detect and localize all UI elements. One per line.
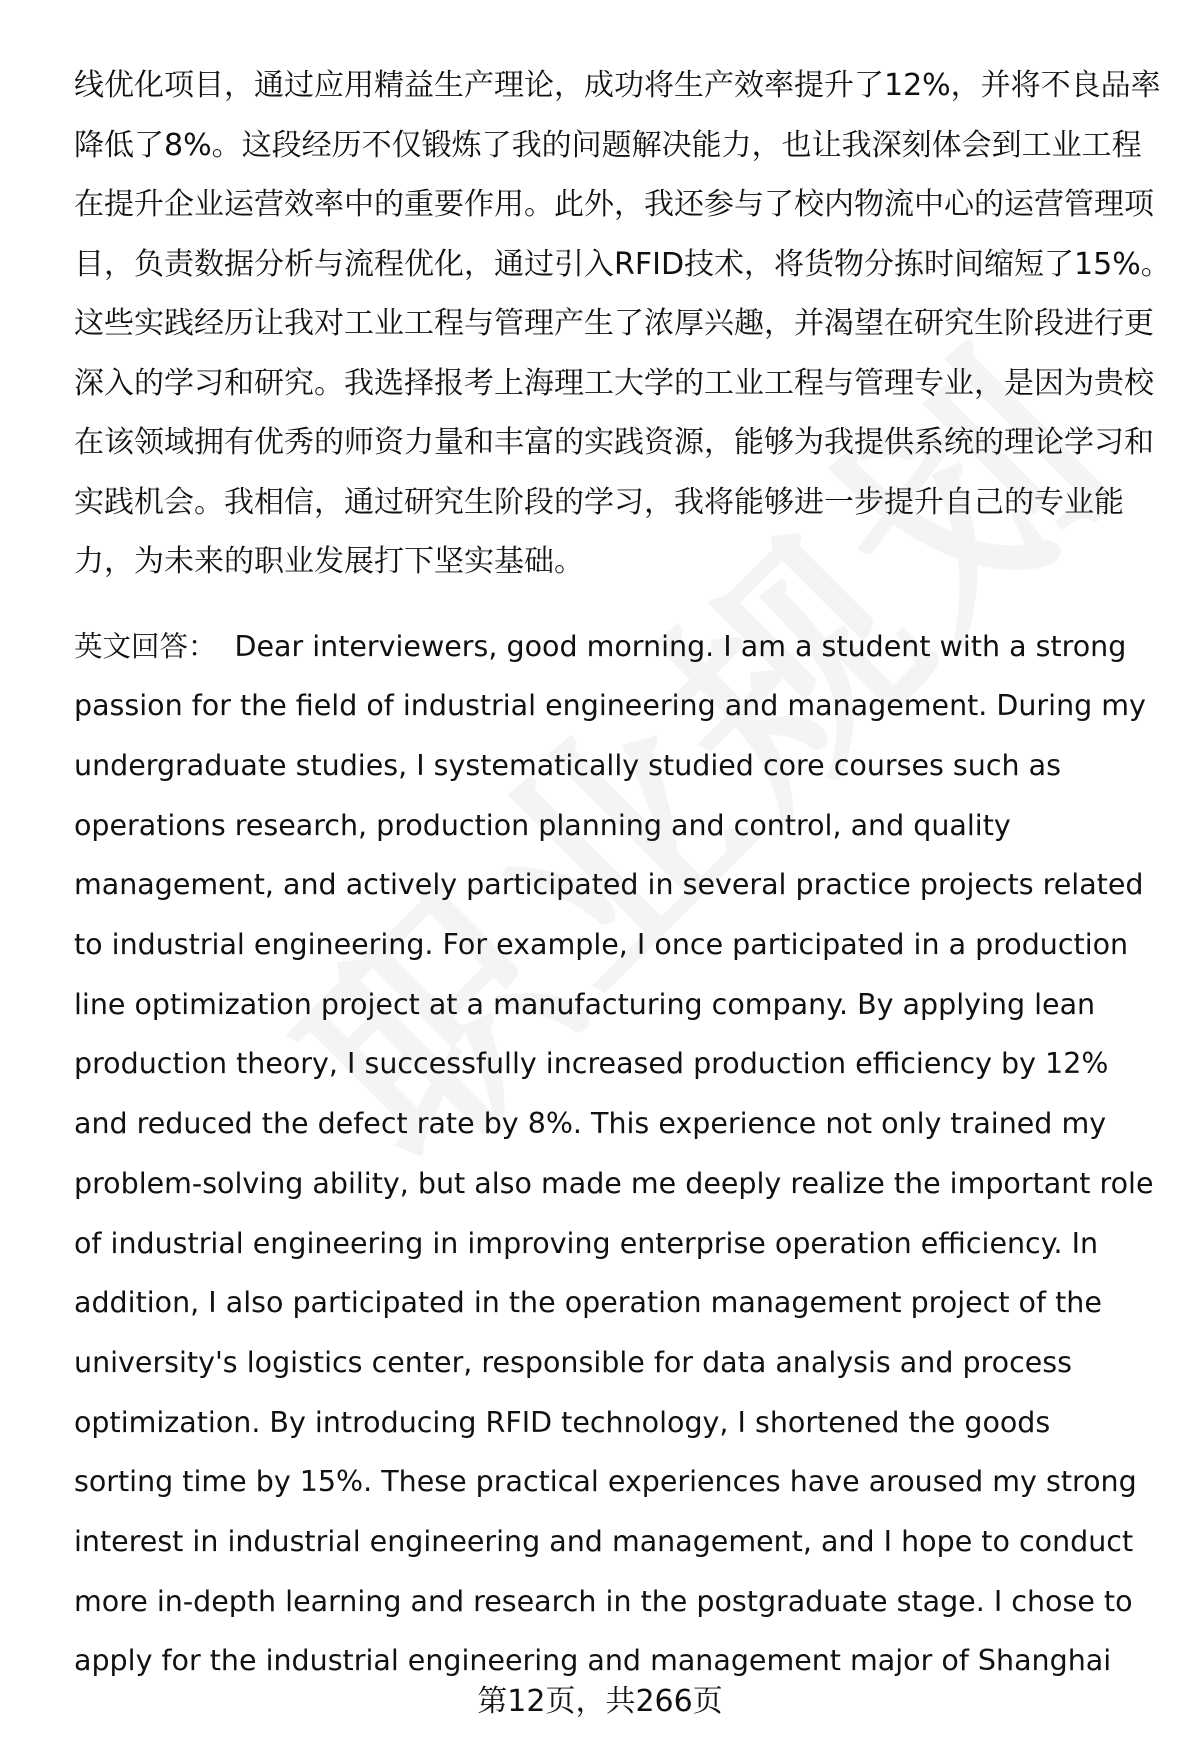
english-paragraph: [74, 617, 1154, 1692]
text-line: apply for the industrial engineering and management major of Shanghai: [74, 1644, 1112, 1678]
text-line: of industrial engineering in improving enterprise operation efficiency. In: [74, 1226, 1099, 1260]
text-line: management, and actively participated in several practice projects related: [74, 868, 1144, 902]
text-line: 在该领域拥有优秀的师资力量和丰富的实践资源，能够为我提供系统的理论学习和: [74, 425, 1154, 460]
text-line: addition, I also participated in the operation management project of the: [74, 1286, 1102, 1320]
text-line-content: Dear interviewers, good morning. I am a student with a strong: [234, 629, 1127, 663]
text-line: production theory, I successfully increased production efficiency by 12%: [74, 1047, 1109, 1081]
text-line: [74, 617, 1154, 677]
text-line: interest in industrial engineering and management, and I hope to conduct: [74, 1525, 1134, 1559]
text-line: sorting time by 15%. These practical experiences have aroused my strong: [74, 1465, 1137, 1499]
text-line: 这些实践经历让我对工业工程与管理产生了浓厚兴趣，并渴望在研究生阶段进行更: [74, 306, 1154, 341]
text-line: to industrial engineering. For example, I once participated in a production: [74, 928, 1129, 962]
text-line: operations research, production planning and control, and quality: [74, 808, 1011, 842]
english-answer-label: 英文回答：: [74, 629, 217, 663]
text-line: 目，负责数据分析与流程优化，通过引入RFID技术，将货物分拣时间缩短了15%。: [74, 246, 1171, 282]
chinese-paragraph: [74, 56, 1171, 592]
text-line: optimization. By introducing RFID technology, I shortened the goods: [74, 1405, 1051, 1439]
text-line: passion for the field of industrial engineering and management. During my: [74, 689, 1146, 723]
text-line: more in-depth learning and research in the postgraduate stage. I chose to: [74, 1584, 1133, 1618]
text-line: line optimization project at a manufacturing company. By applying lean: [74, 987, 1096, 1021]
text-line: 深入的学习和研究。我选择报考上海理工大学的工业工程与管理专业，是因为贵校: [74, 365, 1154, 401]
text-line: 在提升企业运营效率中的重要作用。此外，我还参与了校内物流中心的运营管理项: [74, 187, 1154, 222]
page-number-footer: 第12页，共266页: [477, 1684, 723, 1719]
text-line: problem-solving ability, but also made me deeply realize the important role: [74, 1166, 1154, 1200]
text-line: 实践机会。我相信，通过研究生阶段的学习，我将能够进一步提升自己的专业能: [74, 484, 1124, 520]
text-line: undergraduate studies, I systematically studied core courses such as: [74, 748, 1061, 782]
text-line: 降低了8%。这段经历不仅锻炼了我的问题解决能力，也让我深刻体会到工业工程: [74, 127, 1142, 163]
text-line: and reduced the defect rate by 8%. This experience not only trained my: [74, 1107, 1107, 1141]
page-content: [74, 56, 1171, 1691]
text-line: university's logistics center, responsible for data analysis and process: [74, 1345, 1072, 1379]
text-line: 力，为未来的职业发展打下坚实基础。: [74, 544, 584, 579]
text-line: 线优化项目，通过应用精益生产理论，成功将生产效率提升了12%，并将不良品率: [74, 68, 1161, 103]
